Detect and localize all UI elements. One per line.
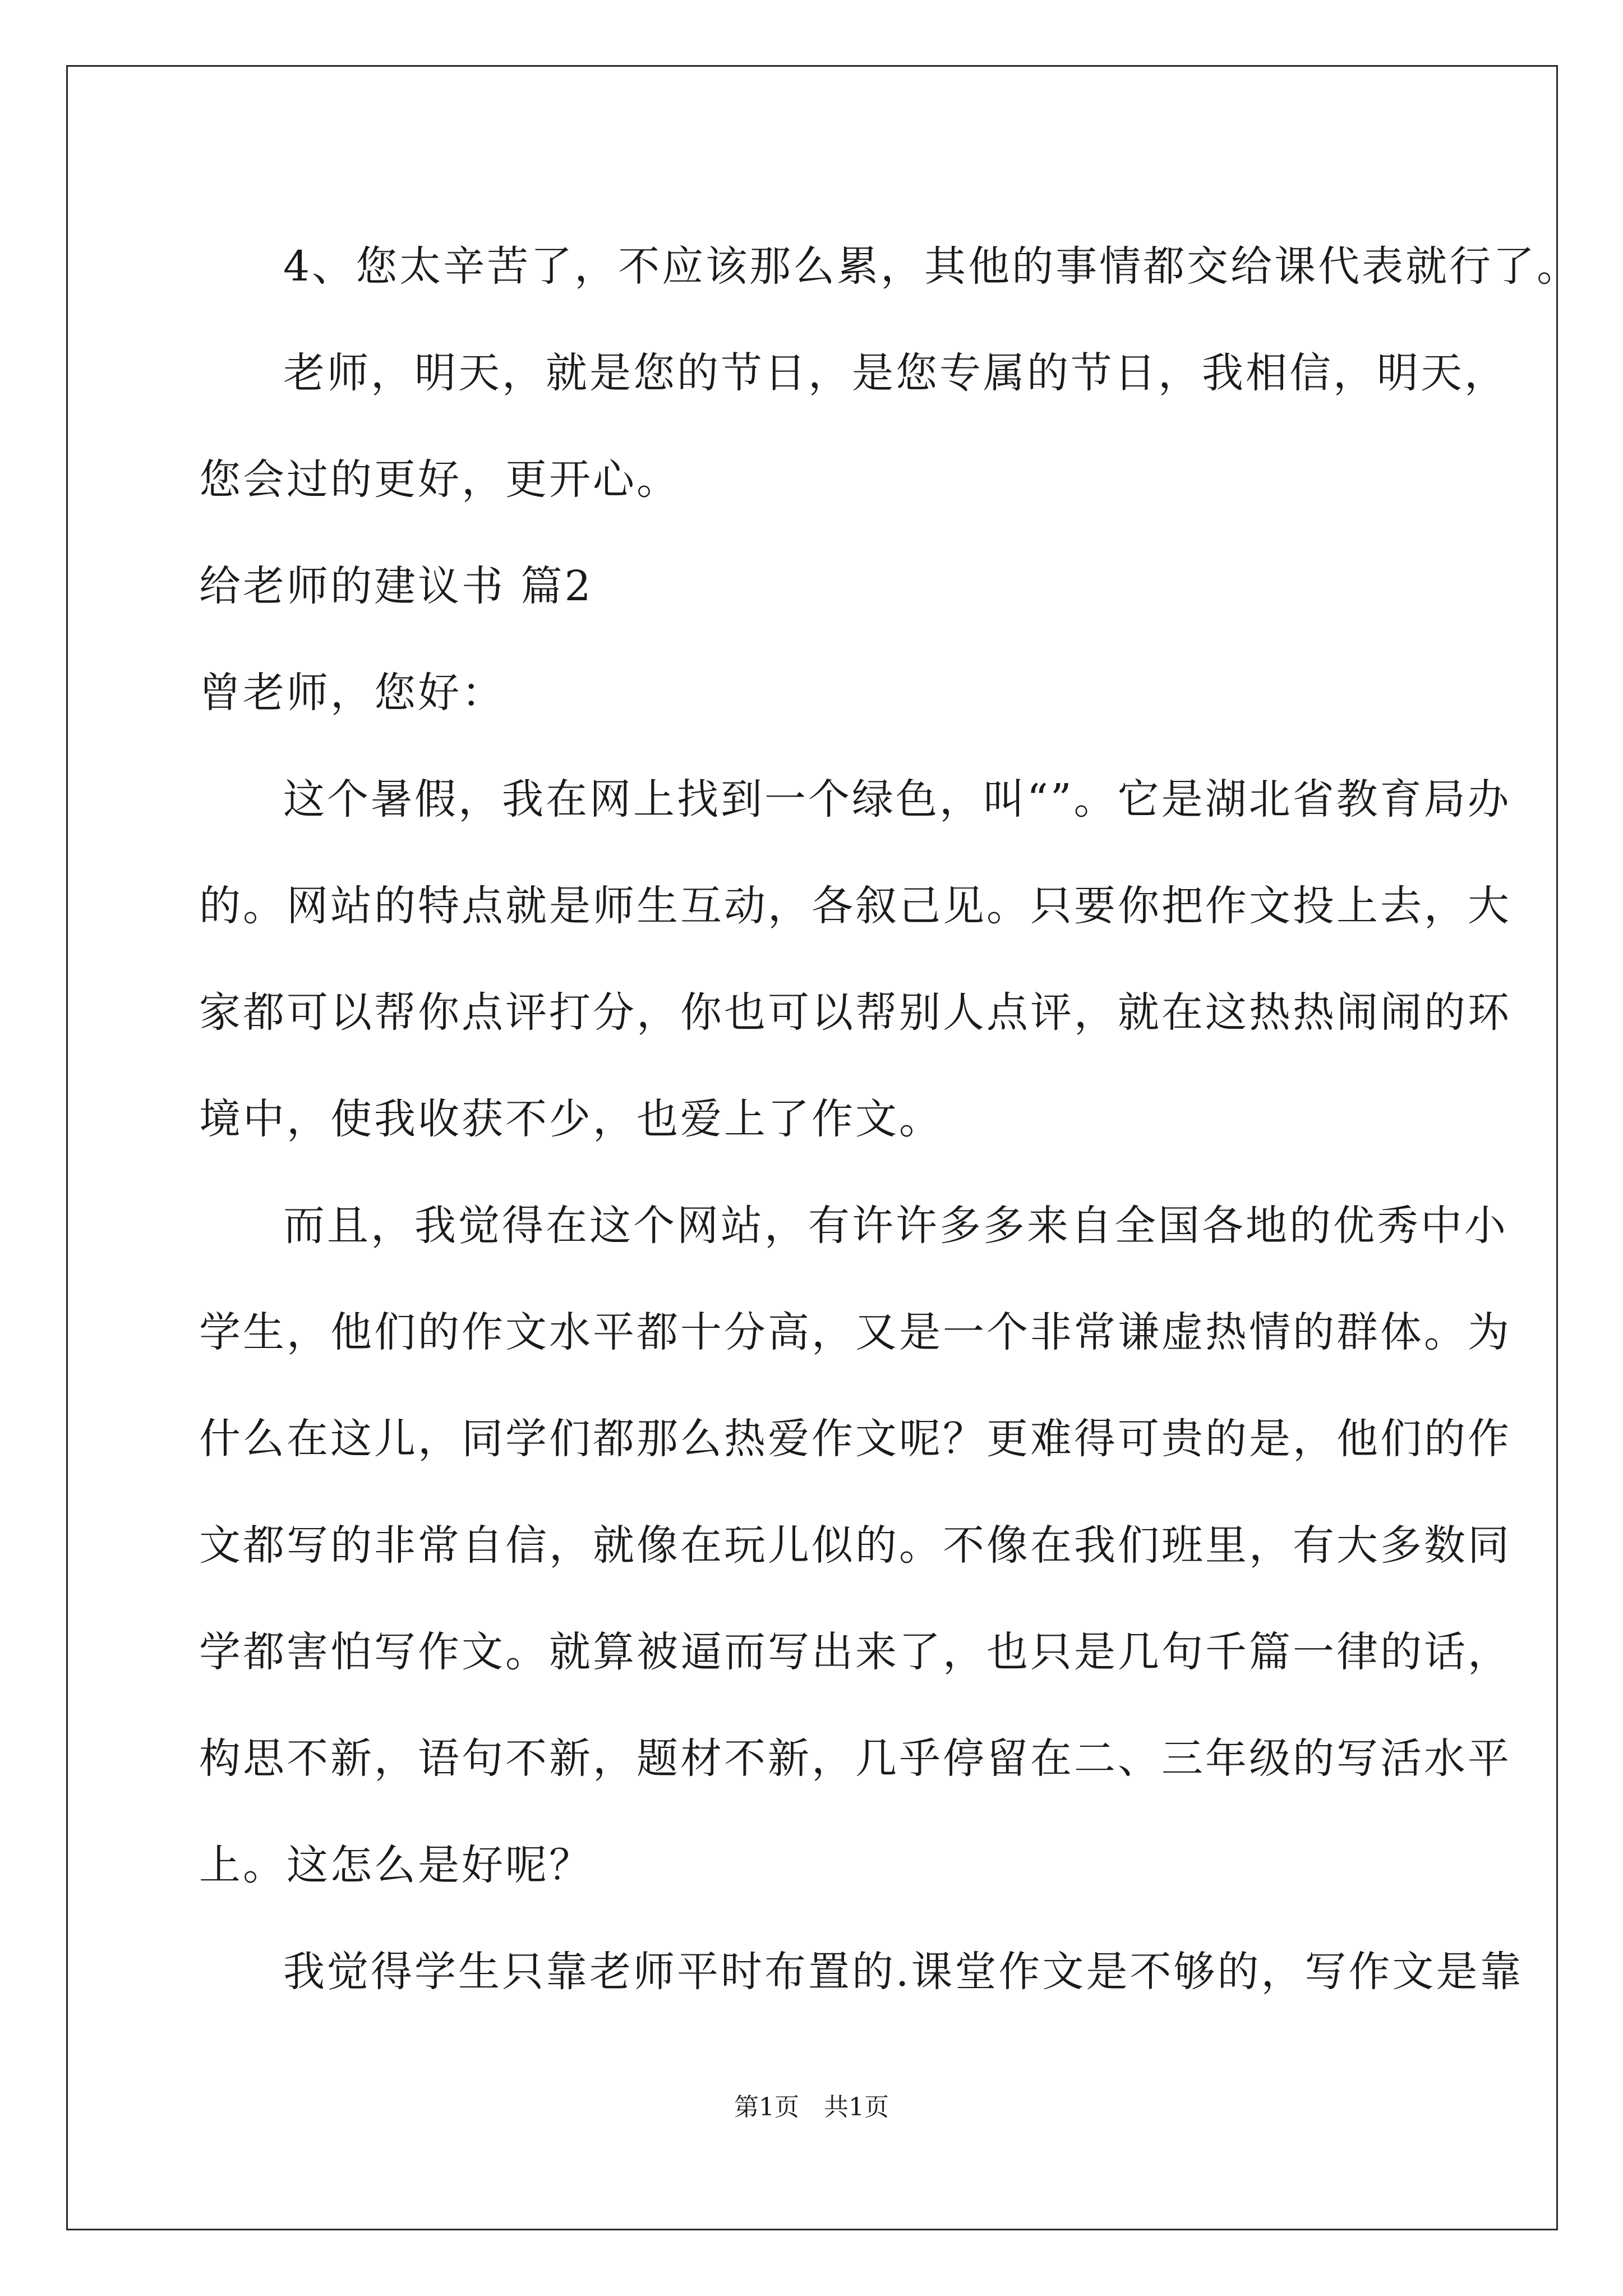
text-line: 而且，我觉得在这个网站，有许许多多来自全国各地的优秀中小 (283, 1202, 1508, 1250)
page-number: 第1页 共1页 (734, 2093, 889, 2122)
section-heading: 给老师的建议书 篇2 (199, 562, 593, 610)
text-line: 构思不新，语句不新，题材不新，几乎停留在二、三年级的写活水平 (199, 1734, 1511, 1783)
text-line: 您会过的更好，更开心。 (199, 455, 680, 504)
document-body (199, 213, 1581, 2025)
text-line: 学生，他们的作文水平都十分高，又是一个非常谦虚热情的群体。为 (199, 1308, 1511, 1356)
text-line: 境中，使我收获不少，也爱上了作文。 (199, 1095, 943, 1143)
text-line: 上。这怎么是好呢？ (199, 1841, 593, 1889)
text-line: 学都害怕写作文。就算被逼而写出来了，也只是几句千篇一律的话， (199, 1628, 1511, 1676)
text-line: 文都写的非常自信，就像在玩儿似的。不像在我们班里，有大多数同 (199, 1521, 1511, 1570)
text-line: 我觉得学生只靠老师平时布置的.课堂作文是不够的，写作文是靠 (283, 1948, 1524, 1996)
text-line: 老师，明天，就是您的节日，是您专属的节日，我相信，明天， (283, 349, 1508, 397)
text-line: 什么在这儿，同学们都那么热爱作文呢？更难得可贵的是，他们的作 (199, 1415, 1511, 1463)
text-line: 的。网站的特点就是师生互动，各叙己见。只要你把作文投上去，大 (199, 882, 1511, 930)
text-line: 家都可以帮你点评打分，你也可以帮别人点评，就在这热热闹闹的环 (199, 988, 1511, 1037)
text-line: 这个暑假，我在网上找到一个绿色，叫“”。它是湖北省教育局办 (283, 775, 1511, 823)
text-line: 4、您太辛苦了，不应该那么累，其他的事情都交给课代表就行了。 (283, 242, 1581, 291)
salutation: 曾老师，您好： (199, 669, 505, 717)
